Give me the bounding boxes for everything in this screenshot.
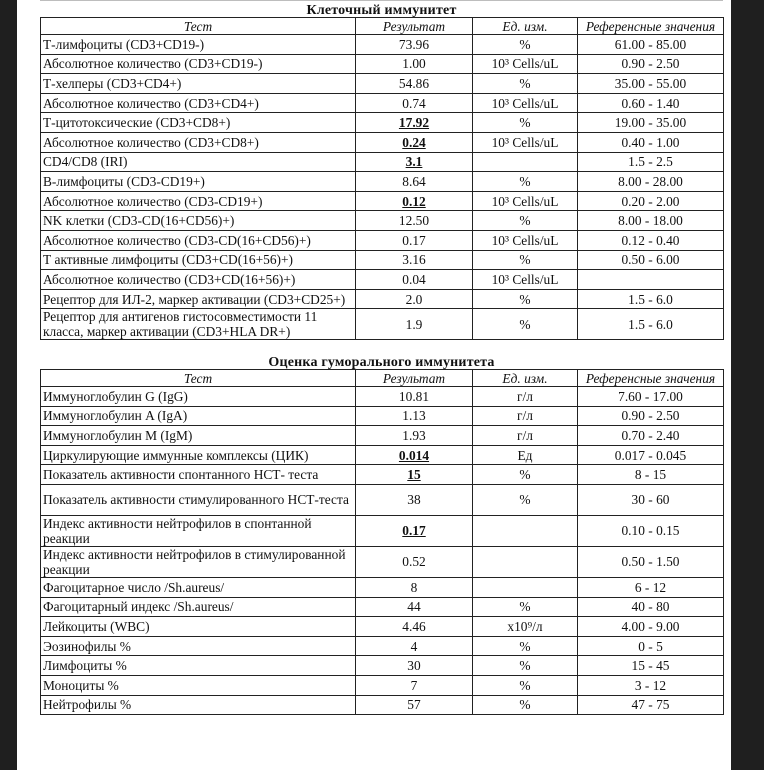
out-of-range-result: 3.1 <box>405 154 423 170</box>
humoral-immunity-table <box>40 369 724 715</box>
table-row <box>41 597 724 617</box>
test-name-cell: Моноциты % <box>41 675 356 695</box>
unit-cell: % <box>473 250 578 270</box>
unit-cell: 10³ Cells/uL <box>473 54 578 74</box>
test-name-cell: Иммуноглобулин M (IgM) <box>41 426 356 446</box>
test-name-cell: Циркулирующие иммунные комплексы (ЦИК) <box>41 445 356 465</box>
reference-range-cell: 1.5 - 2.5 <box>578 152 724 172</box>
unit-cell: г/л <box>473 406 578 426</box>
header-unit: Ед. изм. <box>473 370 578 387</box>
result-cell: 30 <box>356 656 473 676</box>
test-name-cell: Абсолютное количество (CD3+CD8+) <box>41 132 356 152</box>
result-cell: 57 <box>356 695 473 715</box>
reference-range-cell: 7.60 - 17.00 <box>578 387 724 407</box>
header-reference: Референсные значения <box>578 370 724 387</box>
reference-range-cell: 8.00 - 18.00 <box>578 211 724 231</box>
table-row <box>41 289 724 309</box>
reference-range-cell: 3 - 12 <box>578 675 724 695</box>
reference-range-cell: 19.00 - 35.00 <box>578 113 724 133</box>
table-row <box>41 426 724 446</box>
test-name-cell: Абсолютное количество (CD3-CD19+) <box>41 191 356 211</box>
result-cell <box>356 132 473 152</box>
test-name-cell: Т-цитотоксические (CD3+CD8+) <box>41 113 356 133</box>
result-cell: 0.74 <box>356 93 473 113</box>
unit-cell: % <box>473 695 578 715</box>
test-name-cell: Абсолютное количество (CD3+CD4+) <box>41 93 356 113</box>
test-name-cell: Абсолютное количество (CD3-CD(16+CD56)+) <box>41 230 356 250</box>
table-row <box>41 93 724 113</box>
result-cell: 0.04 <box>356 270 473 290</box>
test-name-cell: Абсолютное количество (CD3+CD19-) <box>41 54 356 74</box>
section-title-cellular: Клеточный иммунитет <box>306 3 457 18</box>
test-name-cell: Фагоцитарное число /Sh.aureus/ <box>41 577 356 597</box>
unit-cell: % <box>473 675 578 695</box>
reference-range-cell: 6 - 12 <box>578 577 724 597</box>
reference-range-cell: 0.50 - 6.00 <box>578 250 724 270</box>
unit-cell <box>473 546 578 577</box>
table-row <box>41 546 724 577</box>
table-row <box>41 250 724 270</box>
out-of-range-result: 0.24 <box>402 134 426 150</box>
out-of-range-result: 15 <box>407 467 421 483</box>
reference-range-cell: 4.00 - 9.00 <box>578 617 724 637</box>
reference-range-cell: 15 - 45 <box>578 656 724 676</box>
unit-cell: % <box>473 309 578 340</box>
reference-range-cell: 0.50 - 1.50 <box>578 546 724 577</box>
test-name-cell: Т активные лимфоциты (CD3+CD(16+56)+) <box>41 250 356 270</box>
table-row <box>41 636 724 656</box>
reference-range-cell: 0.40 - 1.00 <box>578 132 724 152</box>
unit-cell: % <box>473 597 578 617</box>
section-title-humoral: Оценка гуморального иммунитета <box>268 355 495 370</box>
header-reference: Референсные значения <box>578 18 724 35</box>
reference-range-cell: 8.00 - 28.00 <box>578 172 724 192</box>
test-name-cell: Лейкоциты (WBC) <box>41 617 356 637</box>
test-name-cell: Рецептор для антигенов гистосовместимости 11 класса, маркер активации (CD3+HLA DR+) <box>41 309 356 340</box>
header-unit: Ед. изм. <box>473 18 578 35</box>
unit-cell: г/л <box>473 426 578 446</box>
result-cell: 1.9 <box>356 309 473 340</box>
result-cell: 0.17 <box>356 230 473 250</box>
result-cell: 73.96 <box>356 35 473 55</box>
reference-range-cell: 0.20 - 2.00 <box>578 191 724 211</box>
cellular-immunity-table <box>40 17 724 340</box>
table-row <box>41 211 724 231</box>
reference-range-cell: 61.00 - 85.00 <box>578 35 724 55</box>
header-result: Результат <box>356 370 473 387</box>
test-name-cell: Индекс активности нейтрофилов в стимулированной реакции <box>41 546 356 577</box>
result-cell: 4.46 <box>356 617 473 637</box>
result-cell: 1.13 <box>356 406 473 426</box>
out-of-range-result: 17.92 <box>398 115 430 131</box>
result-cell: 4 <box>356 636 473 656</box>
test-name-cell: Фагоцитарный индекс /Sh.aureus/ <box>41 597 356 617</box>
result-cell: 44 <box>356 597 473 617</box>
result-cell: 2.0 <box>356 289 473 309</box>
reference-range-cell: 0.10 - 0.15 <box>578 515 724 546</box>
table-row <box>41 74 724 94</box>
test-name-cell: В-лимфоциты (CD3-CD19+) <box>41 172 356 192</box>
out-of-range-result: 0.12 <box>402 193 426 209</box>
table-row <box>41 172 724 192</box>
result-cell: 0.52 <box>356 546 473 577</box>
unit-cell: % <box>473 656 578 676</box>
table-row <box>41 406 724 426</box>
unit-cell: 10³ Cells/uL <box>473 270 578 290</box>
table-row <box>41 152 724 172</box>
result-cell: 8.64 <box>356 172 473 192</box>
table-row <box>41 35 724 55</box>
document-page <box>17 0 731 770</box>
test-name-cell: Иммуноглобулин G (IgG) <box>41 387 356 407</box>
table-row <box>41 230 724 250</box>
unit-cell: % <box>473 172 578 192</box>
table-row <box>41 675 724 695</box>
test-name-cell: Эозинофилы % <box>41 636 356 656</box>
unit-cell: % <box>473 484 578 515</box>
result-cell: 7 <box>356 675 473 695</box>
table-row <box>41 484 724 515</box>
result-cell <box>356 465 473 485</box>
table-row <box>41 113 724 133</box>
reference-range-cell <box>578 270 724 290</box>
reference-range-cell: 0.70 - 2.40 <box>578 426 724 446</box>
test-name-cell: Иммуноглобулин A (IgA) <box>41 406 356 426</box>
unit-cell: % <box>473 35 578 55</box>
test-name-cell: Т-лимфоциты (CD3+CD19-) <box>41 35 356 55</box>
unit-cell: 10³ Cells/uL <box>473 93 578 113</box>
unit-cell: x10⁹/л <box>473 617 578 637</box>
table-row <box>41 445 724 465</box>
unit-cell: 10³ Cells/uL <box>473 132 578 152</box>
reference-range-cell: 0.12 - 0.40 <box>578 230 724 250</box>
result-cell: 3.16 <box>356 250 473 270</box>
table-row <box>41 54 724 74</box>
reference-range-cell: 1.5 - 6.0 <box>578 309 724 340</box>
result-cell: 38 <box>356 484 473 515</box>
test-name-cell: Т-хелперы (CD3+CD4+) <box>41 74 356 94</box>
result-cell <box>356 191 473 211</box>
test-name-cell: Абсолютное количество (CD3+CD(16+56)+) <box>41 270 356 290</box>
table-row <box>41 309 724 340</box>
reference-range-cell: 0 - 5 <box>578 636 724 656</box>
result-cell: 1.93 <box>356 426 473 446</box>
table-row <box>41 132 724 152</box>
table-row <box>41 270 724 290</box>
top-divider <box>40 0 723 1</box>
unit-cell <box>473 577 578 597</box>
result-cell <box>356 113 473 133</box>
header-result: Результат <box>356 18 473 35</box>
unit-cell: % <box>473 465 578 485</box>
table-row <box>41 191 724 211</box>
test-name-cell: Лимфоциты % <box>41 656 356 676</box>
table-row <box>41 695 724 715</box>
result-cell: 12.50 <box>356 211 473 231</box>
result-cell <box>356 445 473 465</box>
result-cell: 8 <box>356 577 473 597</box>
out-of-range-result: 0.17 <box>402 523 426 539</box>
header-test: Тест <box>41 370 356 387</box>
unit-cell: Ед <box>473 445 578 465</box>
reference-range-cell: 40 - 80 <box>578 597 724 617</box>
unit-cell: % <box>473 74 578 94</box>
reference-range-cell: 35.00 - 55.00 <box>578 74 724 94</box>
test-name-cell: Нейтрофилы % <box>41 695 356 715</box>
unit-cell: % <box>473 289 578 309</box>
unit-cell: % <box>473 113 578 133</box>
test-name-cell: Показатель активности стимулированного НСТ-теста <box>41 484 356 515</box>
unit-cell <box>473 515 578 546</box>
result-cell <box>356 152 473 172</box>
out-of-range-result: 0.014 <box>398 447 430 463</box>
test-name-cell: Рецептор для ИЛ-2, маркер активации (CD3+CD25+) <box>41 289 356 309</box>
result-cell: 10.81 <box>356 387 473 407</box>
unit-cell: 10³ Cells/uL <box>473 191 578 211</box>
table-header-row <box>41 370 724 387</box>
test-name-cell: Индекс активности нейтрофилов в спонтанной реакции <box>41 515 356 546</box>
result-cell <box>356 515 473 546</box>
result-cell: 54.86 <box>356 74 473 94</box>
reference-range-cell: 47 - 75 <box>578 695 724 715</box>
table-row <box>41 465 724 485</box>
reference-range-cell: 0.90 - 2.50 <box>578 406 724 426</box>
reference-range-cell: 1.5 - 6.0 <box>578 289 724 309</box>
reference-range-cell: 0.90 - 2.50 <box>578 54 724 74</box>
reference-range-cell: 0.60 - 1.40 <box>578 93 724 113</box>
table-row <box>41 515 724 546</box>
reference-range-cell: 0.017 - 0.045 <box>578 445 724 465</box>
result-cell: 1.00 <box>356 54 473 74</box>
header-test: Тест <box>41 18 356 35</box>
table-header-row <box>41 18 724 35</box>
test-name-cell: CD4/CD8 (IRI) <box>41 152 356 172</box>
reference-range-cell: 30 - 60 <box>578 484 724 515</box>
table-row <box>41 577 724 597</box>
unit-cell: 10³ Cells/uL <box>473 230 578 250</box>
test-name-cell: Показатель активности спонтанного НСТ- теста <box>41 465 356 485</box>
reference-range-cell: 8 - 15 <box>578 465 724 485</box>
unit-cell <box>473 152 578 172</box>
table-row <box>41 617 724 637</box>
table-row <box>41 387 724 407</box>
unit-cell: % <box>473 211 578 231</box>
unit-cell: % <box>473 636 578 656</box>
test-name-cell: NK клетки (CD3-CD(16+CD56)+) <box>41 211 356 231</box>
unit-cell: г/л <box>473 387 578 407</box>
table-row <box>41 656 724 676</box>
